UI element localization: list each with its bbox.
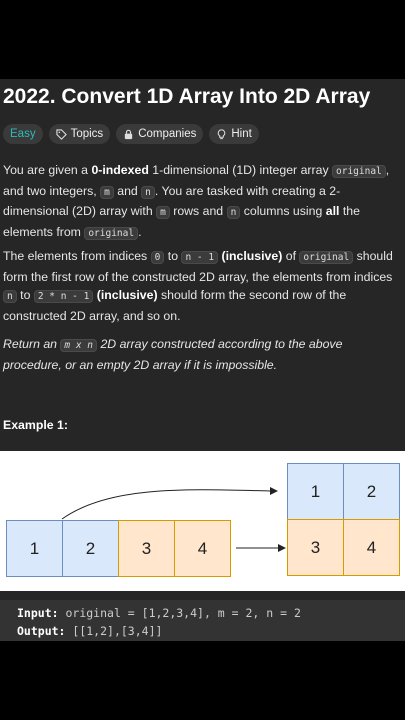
problem-title: 2022. Convert 1D Array Into 2D Array <box>3 85 371 108</box>
input-cell: 1 <box>6 520 63 577</box>
output-label: Output: <box>17 624 66 638</box>
output-cell: 2 <box>343 463 400 520</box>
example-heading: Example 1: <box>3 418 68 432</box>
example-io-block <box>0 600 405 641</box>
example-figure <box>0 451 405 591</box>
output-cell: 4 <box>343 519 400 576</box>
difficulty-badge: Easy <box>3 124 43 144</box>
description-paragraph-1: You are given a 0-indexed 1-dimensional (1D) integer array original , and two integers, m and n . You are tasked with creating a 2-dimensional (2D) array with m rows and n columns using all the elements from original . <box>3 163 390 239</box>
lock-icon <box>123 129 134 140</box>
companies-tag-button[interactable] <box>116 124 203 144</box>
input-cell: 2 <box>62 520 119 577</box>
input-cell: 3 <box>118 520 175 577</box>
hint-tag-button[interactable] <box>209 124 258 144</box>
topics-tag-button[interactable] <box>49 124 111 144</box>
input-cell: 4 <box>174 520 231 577</box>
problem-panel <box>0 79 405 641</box>
description-paragraph-3: Return an m x n 2D array constructed according to the above procedure, or an empty 2D array if it is impossible. <box>3 337 343 372</box>
problem-tags <box>3 124 259 144</box>
hint-label: Hint <box>231 128 252 140</box>
lightbulb-icon <box>216 129 227 140</box>
tag-icon <box>56 129 67 140</box>
output-cell: 3 <box>287 519 344 576</box>
topics-label: Topics <box>70 128 104 140</box>
input-value: original = [1,2,3,4], m = 2, n = 2 <box>65 606 301 620</box>
companies-label: Companies <box>138 128 197 140</box>
description-paragraph-2: The elements from indices 0 to n - 1 (inclusive) of original should form the first row of the constructed 2D array, the elements from indices n to 2 * n - 1 (inclusive) should form the second row of the constructed 2D array, and so on. <box>3 249 393 323</box>
output-value: [[1,2],[3,4]] <box>72 624 163 638</box>
output-cell: 1 <box>287 463 344 520</box>
input-label: Input: <box>17 606 59 620</box>
